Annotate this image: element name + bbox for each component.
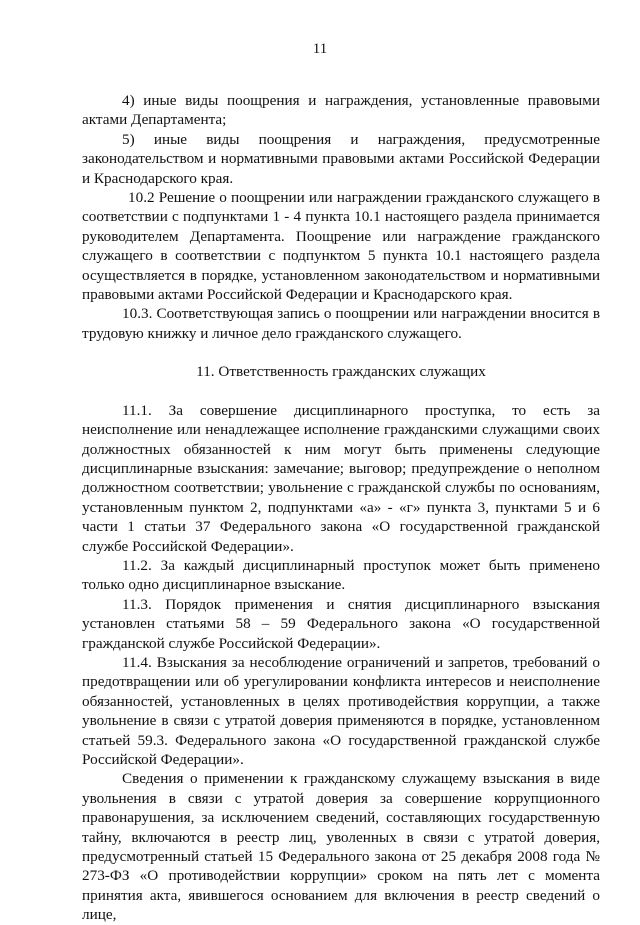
paragraph-registry: Сведения о применении к гражданскому служащему взыскания в виде увольнения в связи с утратой доверия за совершение коррупционного правонарушения, за исключением сведений, составляющих государственную тайну, включаются в реестр лиц, уволенных в связи с утратой доверия, предусмотренный статьей 15 Федерального закона от 25 декабря 2008 года № 273-ФЗ «О противодействии коррупции» сроком на пять лет с момента принятия акта, явившегося основанием для включения в реестр сведений о лице, — [82, 770, 600, 924]
paragraph-11-1: 11.1. За совершение дисциплинарного проступка, то есть за неисполнение или ненадлежащее исполнение гражданскими служащими своих должностных обязанностей к ним могут быть применены следующие дисциплинарные взыскания: замечание; выговор; предупреждение о неполном должностном соответствии; увольнение с гражданской службы по основаниям, установленным пунктом 2, подпунктами «а» - «г» пункта 3, пунктами 5 и 6 части 1 статьи 37 Федерального закона «О государственной гражданской службе Российской Федерации». — [82, 401, 600, 555]
document-body — [82, 91, 600, 925]
paragraph-10-2: 10.2 Решение о поощрении или награждении гражданского служащего в соответствии с подпунктами 1 - 4 пункта 10.1 настоящего раздела принимается руководителем Департамента. Поощрение или награждение гражданского служащего в соответствии с подпунктом 5 пункта 10.1 настоящего раздела осуществляется в порядке, установленном законодательством и нормативными правовыми актами Российской Федерации и Краснодарского края. — [82, 189, 600, 304]
page-number: 11 — [312, 41, 328, 57]
paragraph-11-4: 11.4. Взыскания за несоблюдение ограничений и запретов, требований о предотвращении или об урегулировании конфликта интересов и неисполнение обязанностей, установленных в целях противодействия коррупции, а также увольнение в связи с утратой доверия применяются в порядке, установленном статьей 59.3. Федерального закона «О государственной гражданской службе Российской Федерации». — [82, 653, 600, 768]
paragraph-item-4: 4) иные виды поощрения и награждения, установленные правовыми актами Департамента; — [82, 92, 600, 129]
paragraph-item-5: 5) иные виды поощрения и награждения, предусмотренные законодательством и нормативными правовыми актами Российской Федерации и Краснодарского края. — [82, 130, 600, 187]
paragraph-11-3: 11.3. Порядок применения и снятия дисциплинарного взыскания установлен статьями 58 – 59 Федерального закона «О государственной гражданской службе Российской Федерации». — [82, 595, 600, 652]
paragraph-11-2: 11.2. За каждый дисциплинарный проступок может быть применено только одно дисциплинарное взыскание. — [82, 556, 600, 594]
paragraph-10-3: 10.3. Соответствующая запись о поощрении или награждении вносится в трудовую книжку и личное дело гражданского служащего. — [82, 305, 600, 342]
section-heading: 11. Ответственность гражданских служащих — [196, 363, 486, 381]
